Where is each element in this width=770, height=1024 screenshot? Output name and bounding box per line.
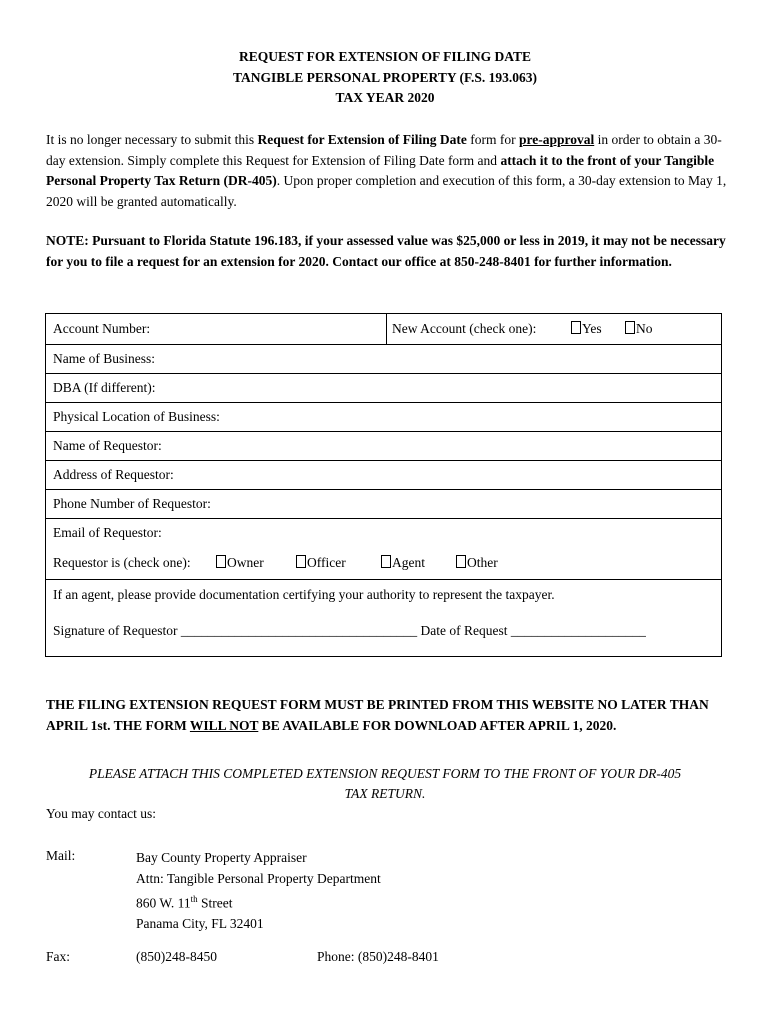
- row-account: [46, 314, 721, 345]
- option-agent[interactable]: [381, 555, 425, 571]
- row-physical-location[interactable]: [46, 403, 721, 432]
- street-ordinal: th: [190, 894, 198, 904]
- owner-label: Owner: [227, 555, 264, 570]
- intro-text: form for: [466, 132, 519, 147]
- officer-checkbox[interactable]: [296, 555, 306, 568]
- option-other[interactable]: [456, 555, 498, 571]
- row-requestor-email[interactable]: [46, 519, 721, 548]
- row-requestor-name[interactable]: [46, 432, 721, 461]
- fax-number: (850)248-8450: [136, 949, 217, 964]
- download-warning: [46, 694, 736, 736]
- name-of-business-label: Name of Business:: [53, 351, 155, 366]
- address-line-4: Panama City, FL 32401: [136, 916, 264, 931]
- address-line-1: Bay County Property Appraiser: [136, 850, 307, 865]
- agent-checkbox[interactable]: [381, 555, 391, 568]
- other-checkbox[interactable]: [456, 555, 466, 568]
- intro-bold-form-name: Request for Extension of Filing Date: [257, 132, 467, 147]
- no-checkbox[interactable]: [625, 321, 635, 334]
- option-officer[interactable]: [296, 555, 346, 571]
- agent-documentation-note: If an agent, please provide documentation certifying your authority to represent the taxpayer.: [53, 587, 555, 602]
- phone-of-requestor-label: Phone Number of Requestor:: [53, 496, 211, 511]
- no-label: No: [636, 321, 653, 336]
- address-line-2: Attn: Tangible Personal Property Department: [136, 870, 381, 886]
- intro-bold-attach: attach it to the front of your Tangible Personal Property Tax Return (DR-405): [46, 152, 715, 188]
- phone-number: Phone: (850)248-8401: [317, 949, 439, 964]
- row-business[interactable]: [46, 345, 721, 374]
- intro-text: in order to obtain a 30-day extension. Simply complete this Request for Extension of Filing Date form and: [46, 132, 722, 168]
- address-of-requestor-label: Address of Requestor:: [53, 467, 174, 482]
- row-requestor-address[interactable]: [46, 461, 721, 490]
- intro-text: . Upon proper completion and execution of this form, a 30-day extension to May 1, 2020 will be granted automatically.: [46, 173, 727, 209]
- name-of-requestor-label: Name of Requestor:: [53, 438, 162, 453]
- dba-label: DBA (If different):: [53, 380, 156, 395]
- row-requestor-type: [46, 548, 721, 580]
- row-requestor-phone[interactable]: [46, 490, 721, 519]
- title-line-3: TAX YEAR 2020: [335, 90, 435, 105]
- attach-line-1: PLEASE ATTACH THIS COMPLETED EXTENSION REQUEST FORM TO THE FRONT OF YOUR DR-405: [88, 766, 682, 781]
- email-of-requestor-label: Email of Requestor:: [53, 525, 162, 540]
- yes-checkbox[interactable]: [571, 321, 581, 334]
- other-label: Other: [467, 555, 498, 570]
- new-account-label: New Account (check one):: [392, 321, 537, 336]
- intro-text: It is no longer necessary to submit this: [46, 132, 258, 147]
- intro-paragraph: [46, 130, 736, 212]
- officer-label: Officer: [307, 555, 346, 570]
- warning-will-not: WILL NOT: [189, 718, 259, 733]
- row-divider: [386, 314, 387, 345]
- title-line-1: REQUEST FOR EXTENSION OF FILING DATE: [239, 49, 531, 64]
- title-line-2: TANGIBLE PERSONAL PROPERTY (F.S. 193.063): [233, 69, 537, 85]
- warning-text: THE FILING EXTENSION REQUEST FORM MUST BE PRINTED FROM THIS WEBSITE NO LATER THAN APRIL 1st. THE FORM: [46, 697, 709, 733]
- street-number: 860 W. 11: [136, 895, 191, 911]
- yes-label: Yes: [582, 321, 602, 336]
- signature-date-line[interactable]: Signature of Requestor ___________________________________ Date of Request ____________________: [53, 623, 646, 638]
- owner-checkbox[interactable]: [216, 555, 226, 568]
- address-line-3: [136, 889, 381, 914]
- new-account-yes[interactable]: [571, 321, 602, 337]
- agent-label: Agent: [392, 555, 425, 570]
- document-title: [0, 47, 770, 109]
- fax-label: Fax:: [46, 949, 71, 964]
- note-paragraph: NOTE: Pursuant to Florida Statute 196.183, if your assessed value was $25,000 or less in 2019, it may not be necessary for you to file a request for an extension for 2020. Contact our office at 850-248-8401 for further information.: [46, 233, 726, 269]
- requestor-is-label: Requestor is (check one):: [53, 555, 191, 570]
- row-dba[interactable]: [46, 374, 721, 403]
- attach-instruction: [0, 764, 770, 804]
- account-number-label[interactable]: Account Number:: [53, 321, 151, 336]
- contact-intro: You may contact us:: [46, 806, 156, 821]
- attach-line-2: TAX RETURN.: [344, 786, 426, 801]
- warning-text: BE AVAILABLE FOR DOWNLOAD AFTER APRIL 1, 2020.: [258, 718, 617, 733]
- intro-bold-preapproval: pre-approval: [518, 132, 595, 147]
- extension-request-form: [45, 313, 722, 657]
- option-owner[interactable]: [216, 555, 264, 571]
- new-account-no[interactable]: [625, 321, 653, 337]
- physical-location-label: Physical Location of Business:: [53, 409, 220, 424]
- mail-label: Mail:: [46, 848, 76, 863]
- street-name: Street: [197, 895, 233, 911]
- mailing-address: [136, 848, 381, 935]
